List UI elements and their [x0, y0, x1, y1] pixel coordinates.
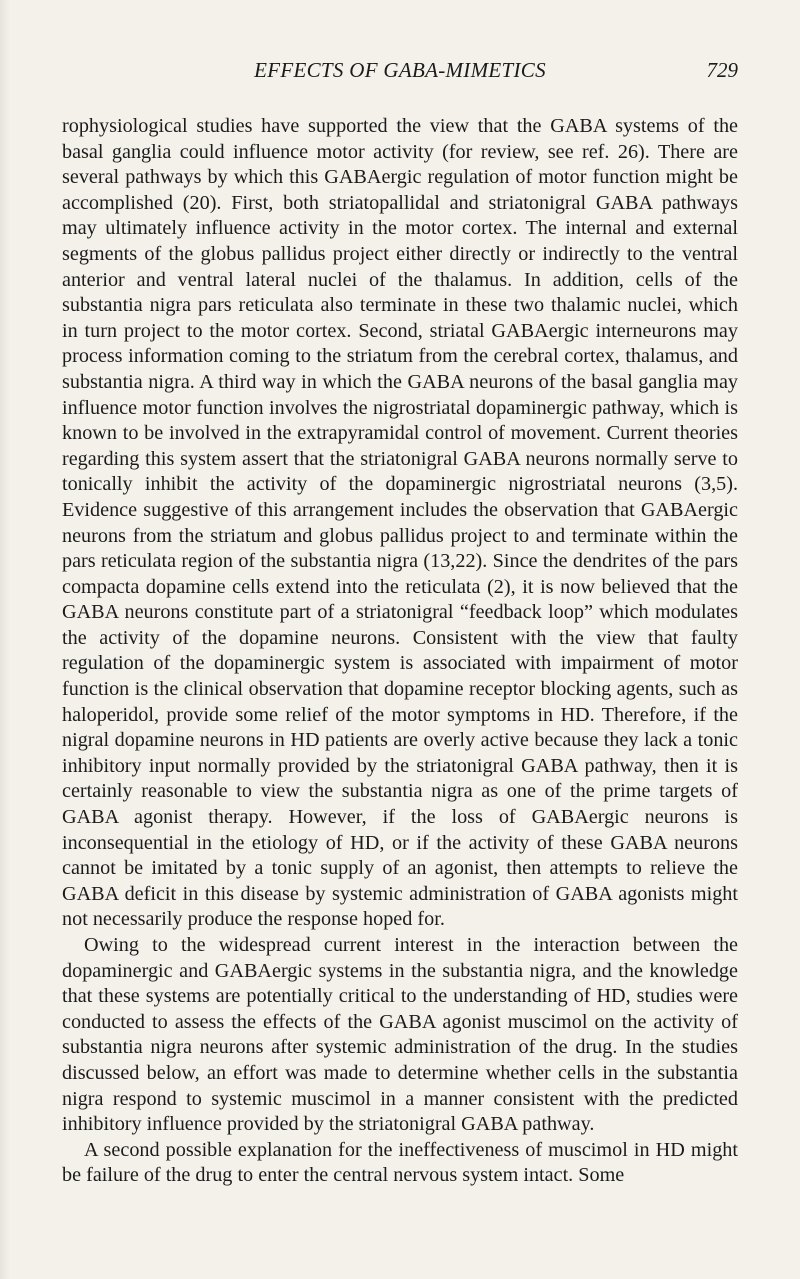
- body-text: [62, 114, 738, 1189]
- running-title: EFFECTS OF GABA-MIMETICS: [254, 58, 546, 82]
- paragraph-continued: rophysiological studies have supported the view that the GABA systems of the basal ganglia could influence motor activity (for review, see ref. 26). There are several pathways by which this GABAergic regulation of motor function might be accomplished (20). First, both striatopallidal and striatonigral GABA pathways may ultimately influence activity in the motor cortex. The internal and external segments of the globus pallidus project either directly or indirectly to the ventral anterior and ventral lateral nuclei of the thalamus. In addition, cells of the substantia nigra pars reticulata also terminate in these two thalamic nuclei, which in turn project to the motor cortex. Second, striatal GABAergic interneurons may process information coming to the striatum from the cerebral cortex, thalamus, and substantia nigra. A third way in which the GABA neurons of the basal ganglia may influence motor function involves the nigrostriatal dopaminergic pathway, which is known to be involved in the extrapyramidal control of movement. Current theories regarding this system assert that the striatonigral GABA neurons normally serve to tonically inhibit the activity of the dopaminergic nigrostriatal neurons (3,5). Evidence suggestive of this arrangement includes the observation that GABAergic neurons from the striatum and globus pallidus project to and terminate within the pars reticulata region of the substantia nigra (13,22). Since the dendrites of the pars compacta dopamine cells extend into the reticulata (2), it is now believed that the GABA neurons constitute part of a striatonigral “feedback loop” which modulates the activity of the dopamine neurons. Consistent with the view that faulty regulation of the dopaminergic system is associated with impairment of motor function is the clinical observation that dopamine receptor blocking agents, such as haloperidol, provide some relief of the motor symptoms in HD. Therefore, if the nigral dopamine neurons in HD patients are overly active because they lack a tonic inhibitory input normally provided by the striatonigral GABA pathway, then it is certainly reasonable to view the substantia nigra as one of the prime targets of GABA agonist therapy. However, if the loss of GABAergic neurons is inconsequential in the etiology of HD, or if the activity of these GABA neurons cannot be imitated by a tonic supply of an agonist, then attempts to relieve the GABA deficit in this disease by systemic administration of GABA agonists might not necessarily produce the response hoped for.: [62, 115, 738, 931]
- paragraph: A second possible explanation for the ineffectiveness of muscimol in HD might be failure of the drug to enter the central nervous system intact. Some: [62, 1138, 738, 1187]
- paragraph: Owing to the widespread current interest in the interaction between the dopaminergic and GABAergic systems in the substantia nigra, and the knowledge that these systems are potentially critical to the understanding of HD, studies were conducted to assess the effects of the GABA agonist muscimol on the activity of substantia nigra neurons after systemic administration of the drug. In the studies discussed below, an effort was made to determine whether cells in the substantia nigra respond to systemic muscimol in a manner consistent with the predicted inhibitory influence provided by the striatonigral GABA pathway.: [62, 934, 738, 1136]
- running-head: [62, 58, 738, 88]
- page-number: 729: [706, 58, 738, 82]
- page-gutter-shadow: [0, 0, 10, 1279]
